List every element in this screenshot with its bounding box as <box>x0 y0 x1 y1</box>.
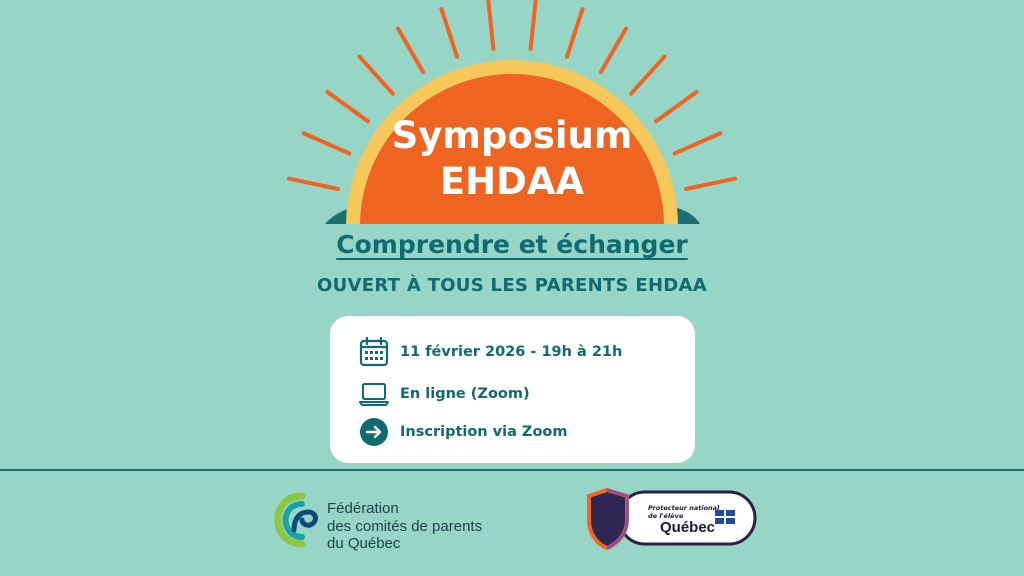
sun-ray <box>531 0 536 49</box>
event-subtitle: Comprendre et échanger <box>336 230 688 259</box>
pne-line1: Protecteur national <box>648 504 720 512</box>
date-row <box>358 336 622 368</box>
sun-ray <box>631 57 664 94</box>
laptop-icon <box>358 378 390 410</box>
event-date: 11 février 2026 - 19h à 21h <box>400 344 623 360</box>
registration-row[interactable] <box>358 416 567 448</box>
sun-ray <box>398 29 423 72</box>
fcpq-logo-icon <box>272 490 324 548</box>
registration-link[interactable]: Inscription via Zoom <box>400 424 568 440</box>
event-details-card <box>330 316 695 463</box>
sun-ray <box>601 29 626 72</box>
sun-ray <box>567 9 582 57</box>
sun-ray <box>442 9 457 57</box>
footer-divider <box>0 469 1024 471</box>
arrow-right-circle-icon[interactable] <box>358 416 390 448</box>
sun-ray <box>488 0 493 49</box>
pne-line2: de l'élève <box>648 511 684 520</box>
sun-ray <box>359 57 392 94</box>
fcpq-line2: des comités de parents <box>327 517 483 535</box>
location-row <box>358 378 530 410</box>
fcpq-logo-text <box>327 500 482 553</box>
fcpq-line3: du Québec <box>327 535 401 552</box>
event-location: En ligne (Zoom) <box>400 386 530 402</box>
pne-logo-text <box>648 505 719 520</box>
event-title-line1: Symposium <box>391 114 633 157</box>
fcpq-line1: Fédération <box>327 500 399 517</box>
event-title-line2: EHDAA <box>439 160 585 203</box>
pne-quebec-text: Québec <box>660 519 716 536</box>
event-tagline: OUVERT À TOUS LES PARENTS EHDAA <box>316 275 708 296</box>
calendar-icon <box>358 336 390 368</box>
